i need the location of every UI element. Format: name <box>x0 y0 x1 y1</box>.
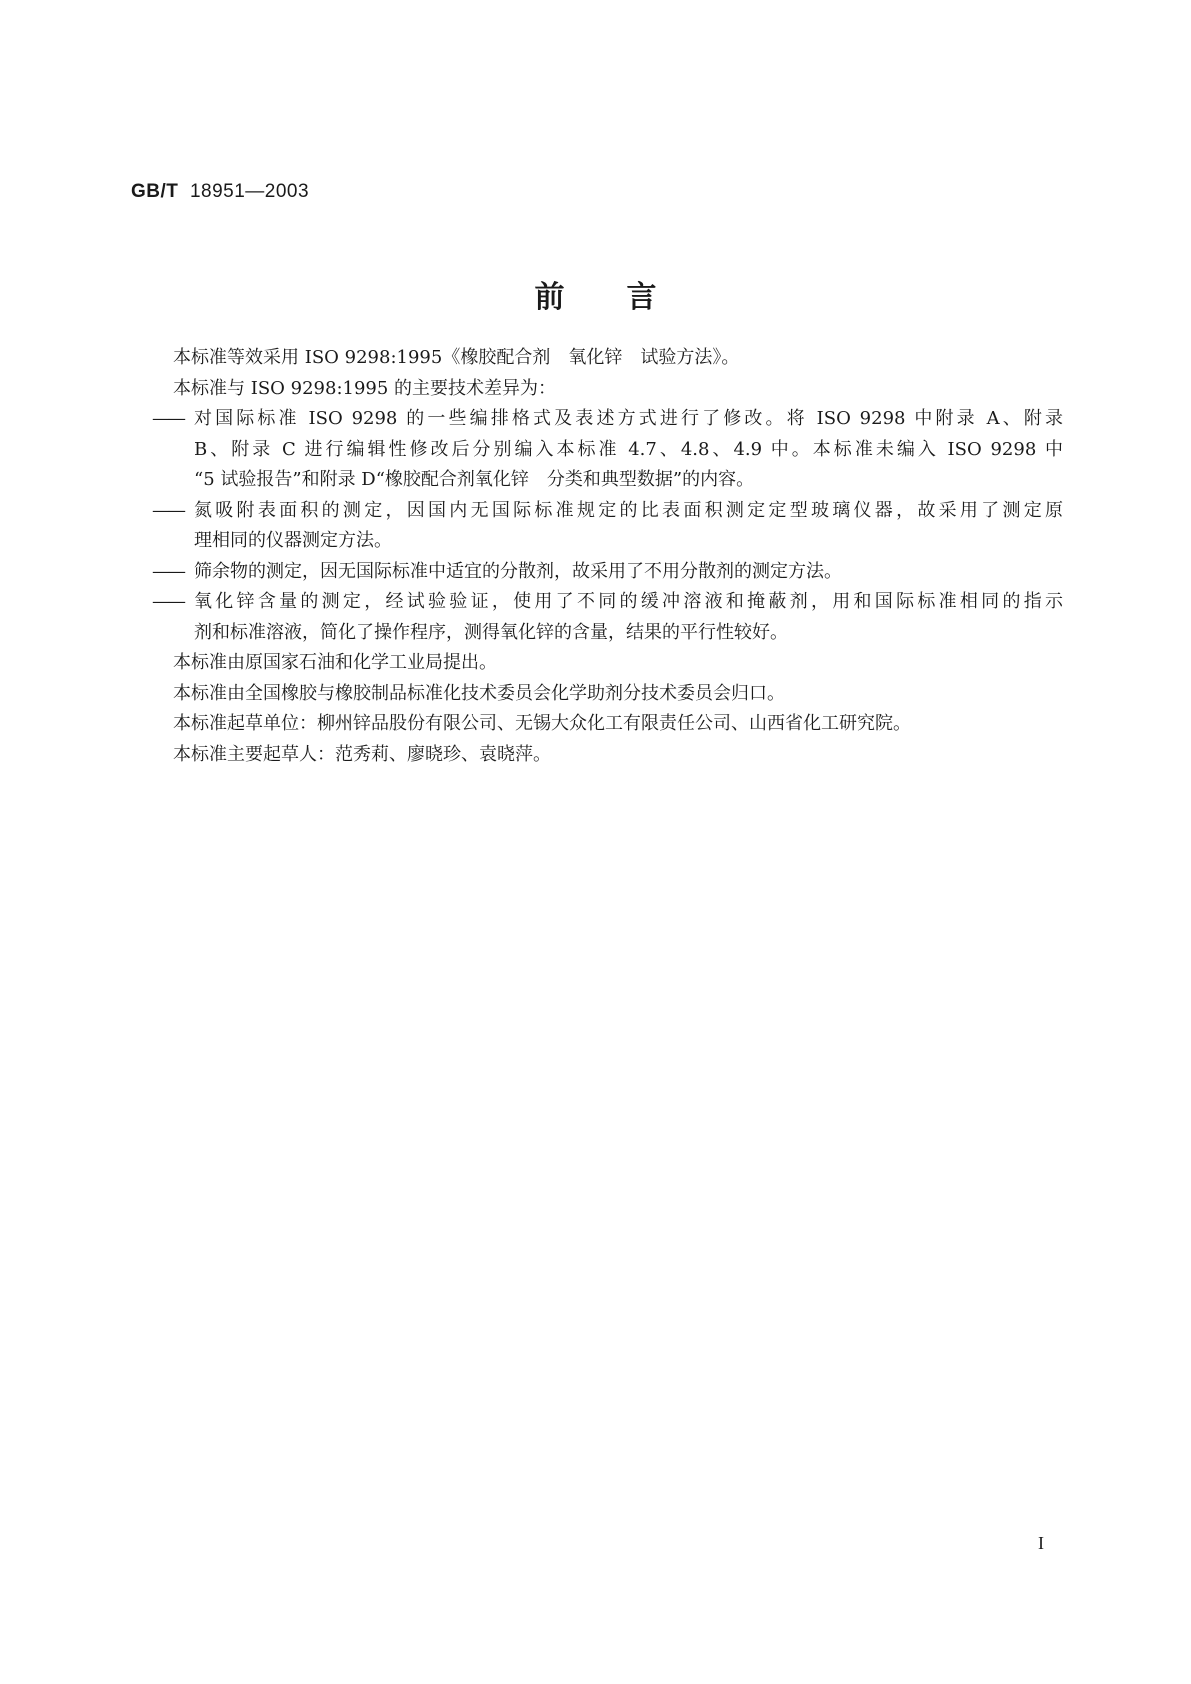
list-item <box>152 587 1063 648</box>
list-item <box>152 557 1063 588</box>
paragraph-proposer: 本标准由原国家石油和化学工业局提出。 <box>173 652 497 673</box>
list-item-line: B、附录 C 进行编辑性修改后分别编入本标准 4.7、4.8、4.9 中。本标准未编入 ISO 9298 中 <box>194 438 1063 460</box>
list-item <box>152 404 1063 496</box>
list-item-line: 剂和标准溶液，简化了操作程序，测得氧化锌的含量，结果的平行性较好。 <box>194 621 788 643</box>
list-item-line: “5 试验报告”和附录 D“橡胶配合剂氧化锌 分类和典型数据”的内容。 <box>194 469 755 490</box>
list-item <box>152 496 1063 557</box>
list-item-line: 筛余物的测定，因无国际标准中适宜的分散剂，故采用了不用分散剂的测定方法。 <box>194 560 842 582</box>
page-number: I <box>1038 1533 1044 1553</box>
list-item-line: 理相同的仪器测定方法。 <box>194 530 392 551</box>
list-dash: —— <box>152 499 184 521</box>
page-title: 前言 <box>534 280 719 315</box>
list-dash: —— <box>152 591 184 612</box>
paragraph-drafters: 本标准主要起草人：范秀莉、廖晓珍、袁晓萍。 <box>173 743 551 765</box>
paragraph-differences-intro: 本标准与 ISO 9298:1995 的主要技术差异为： <box>173 377 557 399</box>
paragraph-adoption: 本标准等效采用 ISO 9298:1995《橡胶配合剂 氧化锌 试验方法》。 <box>173 347 740 368</box>
paragraph-committee: 本标准由全国橡胶与橡胶制品标准化技术委员会化学助剂分技术委员会归口。 <box>173 682 785 704</box>
list-item-line: 对国际标准 ISO 9298 的一些编排格式及表述方式进行了修改。将 ISO 9298 中附录 A、附录 <box>194 408 1063 429</box>
list-dash: —— <box>152 408 184 429</box>
list-dash: —— <box>152 560 184 582</box>
standard-code-number: 18951—2003 <box>189 181 310 202</box>
standard-code <box>131 181 309 203</box>
standard-code-prefix: GB/T <box>131 181 179 202</box>
list-item-line: 氧化锌含量的测定，经试验验证，使用了不同的缓冲溶液和掩蔽剂，用和国际标准相同的指示 <box>194 591 1063 612</box>
document-body <box>152 343 1063 770</box>
list-item-line: 氮吸附表面积的测定，因国内无国际标准规定的比表面积测定定型玻璃仪器，故采用了测定原 <box>194 499 1063 521</box>
paragraph-drafting-units: 本标准起草单位：柳州锌品股份有限公司、无锡大众化工有限责任公司、山西省化工研究院。 <box>173 713 911 734</box>
